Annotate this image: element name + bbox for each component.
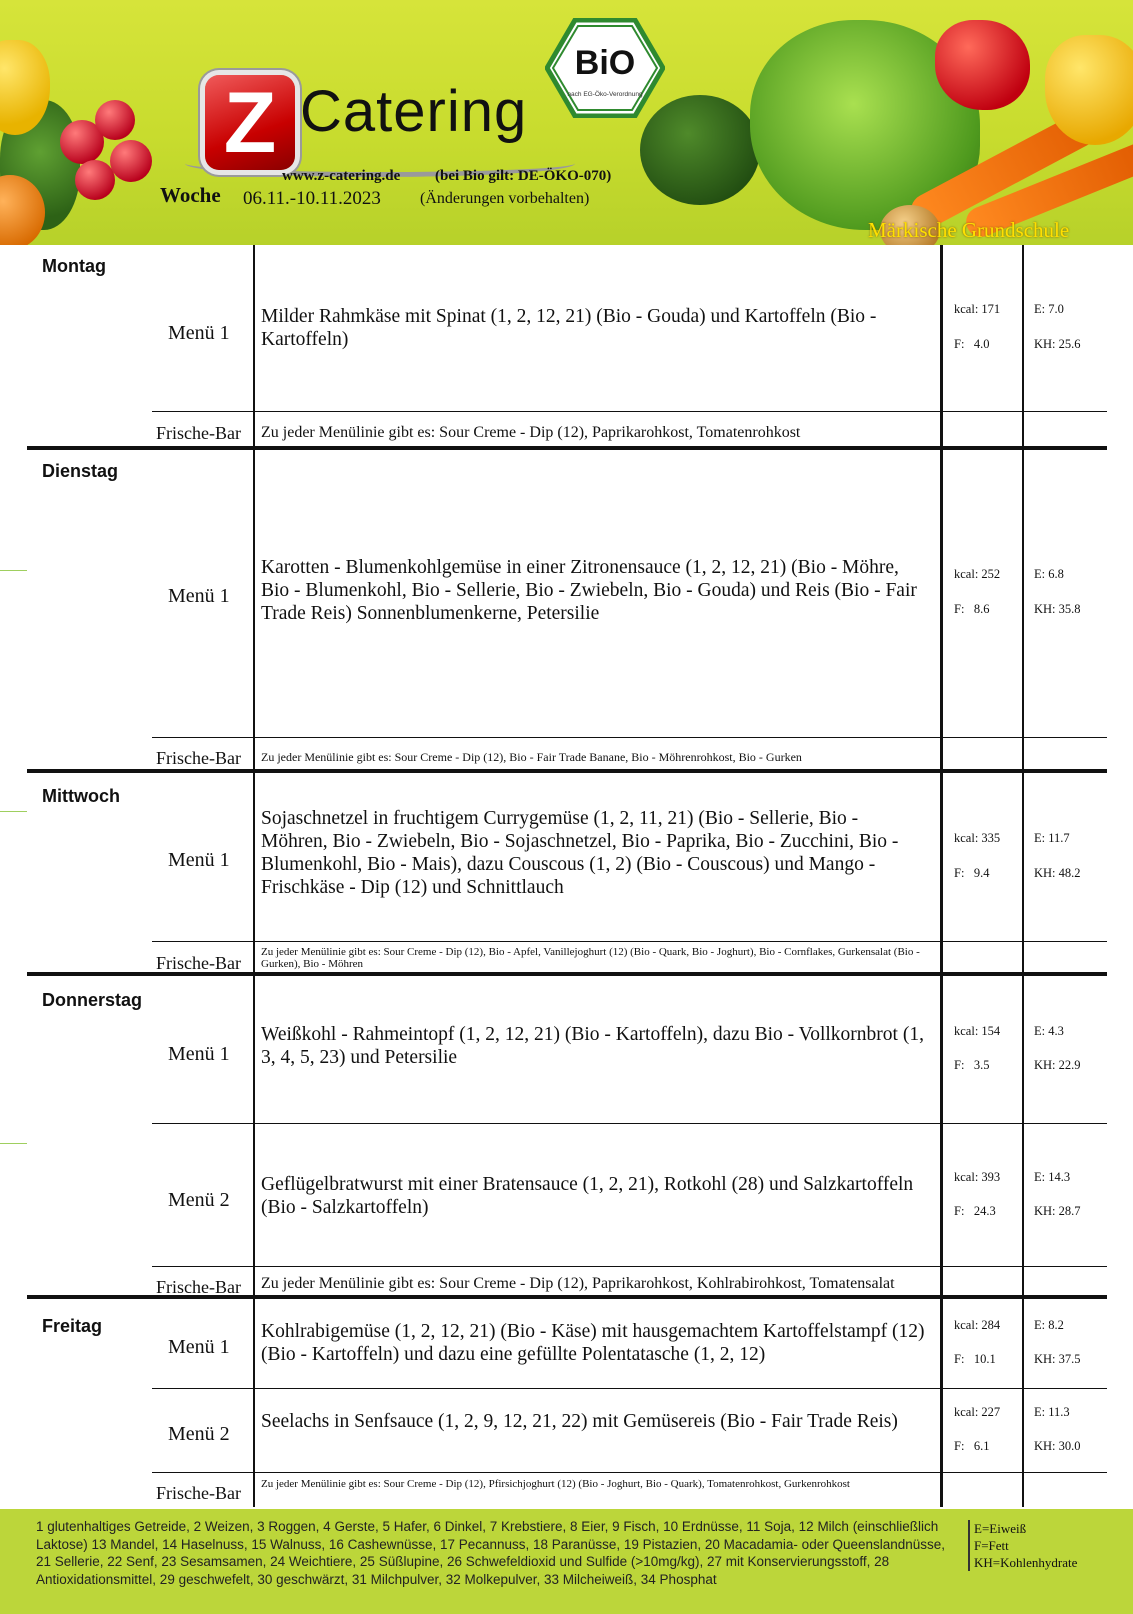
protein-value: E: 11.3	[1034, 1405, 1070, 1419]
fat-value: F: 4.0	[954, 337, 990, 351]
kcal-value: kcal: 227	[954, 1405, 1001, 1419]
week-dates: 06.11.-10.11.2023	[243, 188, 381, 209]
bio-seal-icon	[545, 18, 665, 118]
row-divider	[152, 1123, 1107, 1124]
fat-value: F: 6.1	[954, 1439, 990, 1453]
day-name: Freitag	[42, 1316, 103, 1336]
kcal-value: kcal: 393	[954, 1170, 1001, 1184]
dish-description: Sojaschnetzel in fruchtigem Currygemüse (1, 2, 11, 21) (Bio - Sellerie, Bio - Möhren, Bio - Zwiebeln, Bio - Sojaschnetzel, Bio - Paprika, Bio - Zucchini, Bio - Blumenkohl, Bio - Mais), dazu Couscous (1, 2) (Bio - Couscous) und Mango - Frischkäse - Dip (12) und Schnittlauch	[261, 808, 899, 898]
legend-item: KH=Kohlenhydrate	[974, 1555, 1078, 1570]
radish-image	[75, 160, 115, 200]
dish-description: Milder Rahmkäse mit Spinat (1, 2, 12, 21) (Bio - Gouda) und Kartoffeln (Bio - Kartoffeln)	[261, 306, 877, 350]
bio-label: BiO	[574, 44, 636, 82]
radish-image	[110, 140, 152, 182]
logo-name: Catering	[300, 79, 528, 144]
kcal-value: kcal: 252	[954, 567, 1001, 581]
menu-label: Menü 2	[168, 1423, 230, 1445]
changes-note: (Änderungen vorbehalten)	[420, 190, 590, 207]
dish-description: Geflügelbratwurst mit einer Bratensauce (1, 2, 21), Rotkohl (28) und Salzkartoffeln (Bio - Salzkartoffeln)	[261, 1174, 914, 1218]
day-name: Mittwoch	[42, 786, 120, 806]
menu-label: Menü 1	[168, 1336, 230, 1358]
fresh-bar-label: Frische-Bar	[156, 1277, 241, 1297]
dish-description: Karotten - Blumenkohlgemüse in einer Zitronensauce (1, 2, 12, 21) (Bio - Möhre, Bio - Blumenkohl, Bio - Sellerie, Bio - Zwiebeln, Bio - Gouda) und Reis (Bio - Fair Trade Reis) Sonnenblumenkerne, Petersilie	[261, 557, 917, 624]
day-divider	[27, 446, 1107, 450]
fresh-bar-label: Frische-Bar	[156, 423, 241, 443]
logo-mark	[205, 75, 295, 170]
dish-description: Seelachs in Senfsauce (1, 2, 9, 12, 21, 22) mit Gemüsereis (Bio - Fair Trade Reis)	[261, 1411, 898, 1432]
dish-description: Kohlrabigemüse (1, 2, 12, 21) (Bio - Käse) mit hausgemachtem Kartoffelstampf (12) (Bio - Kartoffeln) und dazu eine gefüllte Polentatasche (1, 2, 12)	[261, 1321, 925, 1365]
week-label: Woche	[160, 183, 221, 207]
column-divider	[1022, 245, 1024, 1507]
day-name: Donnerstag	[42, 990, 143, 1010]
column-divider	[253, 245, 255, 1507]
carbs-value: KH: 37.5	[1034, 1352, 1081, 1366]
row-divider	[152, 411, 1107, 412]
fresh-bar-text: Zu jeder Menülinie gibt es: Sour Creme - Dip (12), Bio - Apfel, Vanillejoghurt (12) (Bio - Quark, Bio - Joghurt), Bio - Cornflakes, Gurkensalat (Bio - Gurken), Bio - Möhren	[261, 946, 920, 970]
header-banner	[0, 0, 1133, 245]
carbs-value: KH: 30.0	[1034, 1439, 1081, 1453]
row-divider	[152, 941, 1107, 942]
fresh-bar-text: Zu jeder Menülinie gibt es: Sour Creme - Dip (12), Paprikarohkost, Kohlrabirohkost, Tomatensalat	[261, 1275, 895, 1292]
bio-code: (bei Bio gilt: DE-ÖKO-070)	[435, 168, 612, 184]
day-divider	[27, 769, 1107, 773]
day-name: Montag	[42, 256, 106, 276]
website-link[interactable]: www.z-catering.de	[282, 168, 401, 184]
kcal-value: kcal: 154	[954, 1024, 1001, 1038]
school-name: Märkische Grundschule	[868, 218, 1070, 242]
margin-tick	[0, 1143, 27, 1144]
row-divider	[152, 1266, 1107, 1267]
protein-value: E: 4.3	[1034, 1024, 1064, 1038]
menu-label: Menü 1	[168, 849, 230, 871]
fresh-bar-label: Frische-Bar	[156, 953, 241, 973]
column-divider	[940, 245, 943, 1507]
fresh-bar-label: Frische-Bar	[156, 748, 241, 768]
menu-label: Menü 2	[168, 1189, 230, 1211]
menu-label: Menü 1	[168, 1043, 230, 1065]
allergen-footer	[0, 1509, 1133, 1614]
margin-tick	[0, 811, 27, 812]
protein-value: E: 8.2	[1034, 1318, 1064, 1332]
fresh-bar-text: Zu jeder Menülinie gibt es: Sour Creme - Dip (12), Pfirsichjoghurt (12) (Bio - Joghurt, Bio - Quark), Tomatenrohkost, Gurkenrohkost	[261, 1478, 850, 1490]
fat-value: F: 24.3	[954, 1204, 996, 1218]
fat-value: F: 3.5	[954, 1058, 990, 1072]
protein-value: E: 14.3	[1034, 1170, 1071, 1184]
fat-value: F: 10.1	[954, 1352, 996, 1366]
carbs-value: KH: 35.8	[1034, 602, 1081, 616]
fat-value: F: 9.4	[954, 866, 990, 880]
fresh-bar-text: Zu jeder Menülinie gibt es: Sour Creme - Dip (12), Paprikarohkost, Tomatenrohkost	[261, 424, 801, 441]
day-name: Dienstag	[42, 461, 119, 481]
menu-label: Menü 1	[168, 322, 230, 344]
protein-value: E: 7.0	[1034, 302, 1064, 316]
row-divider	[152, 1472, 1107, 1473]
red-pepper-image	[935, 20, 1030, 110]
bio-sub: nach EG-Öko-Verordnung	[567, 91, 643, 98]
legend-item: F=Fett	[974, 1538, 1009, 1553]
allergen-list: 1 glutenhaltiges Getreide, 2 Weizen, 3 Roggen, 4 Gerste, 5 Hafer, 6 Dinkel, 7 Krebstiere, 8 Eier, 9 Fisch, 10 Erdnüsse, 11 Soja, 12 Milch (einschließlich Laktose) 13 Mandel, 14 Haselnuss, 15 Walnuss, 16 Cashewnüsse, 17 Pecannuss, 18 Paranüsse, 19 Pistazien, 20 Macadamia- oder Queenslandnüsse, 21 Sellerie, 22 Senf, 23 Sesamsamen, 24 Weichtiere, 25 Süßlupine, 26 Schwefeldioxid und Sulfide (>10mg/kg), 27 mit Konservierungsstoff, 28 Antioxidationsmittel, 29 geschwefelt, 30 geschwärzt, 31 Milchpulver, 32 Molkepulver, 33 Milcheiweiß, 34 Phosphat	[36, 1519, 946, 1587]
legend-item: E=Eiweiß	[974, 1521, 1027, 1536]
fresh-bar-text: Zu jeder Menülinie gibt es: Sour Creme - Dip (12), Bio - Fair Trade Banane, Bio - Möhrenrohkost, Bio - Gurken	[261, 750, 802, 764]
protein-value: E: 6.8	[1034, 567, 1064, 581]
fat-value: F: 8.6	[954, 602, 990, 616]
carbs-value: KH: 25.6	[1034, 337, 1081, 351]
nutrient-legend	[968, 1520, 1077, 1571]
protein-value: E: 11.7	[1034, 831, 1070, 845]
carbs-value: KH: 22.9	[1034, 1058, 1081, 1072]
menu-label: Menü 1	[168, 585, 230, 607]
row-divider	[152, 1388, 1107, 1389]
radish-image	[95, 100, 135, 140]
margin-tick	[0, 570, 27, 571]
carbs-value: KH: 28.7	[1034, 1204, 1081, 1218]
kcal-value: kcal: 284	[954, 1318, 1001, 1332]
dish-description: Weißkohl - Rahmeintopf (1, 2, 12, 21) (Bio - Kartoffeln), dazu Bio - Vollkornbrot (1, 3, 4, 5, 23) und Petersilie	[261, 1024, 924, 1068]
logo-letter: Z	[223, 74, 277, 171]
kcal-value: kcal: 335	[954, 831, 1001, 845]
row-divider	[152, 737, 1107, 738]
fresh-bar-label: Frische-Bar	[156, 1483, 241, 1503]
carbs-value: KH: 48.2	[1034, 866, 1081, 880]
kcal-value: kcal: 171	[954, 302, 1001, 316]
